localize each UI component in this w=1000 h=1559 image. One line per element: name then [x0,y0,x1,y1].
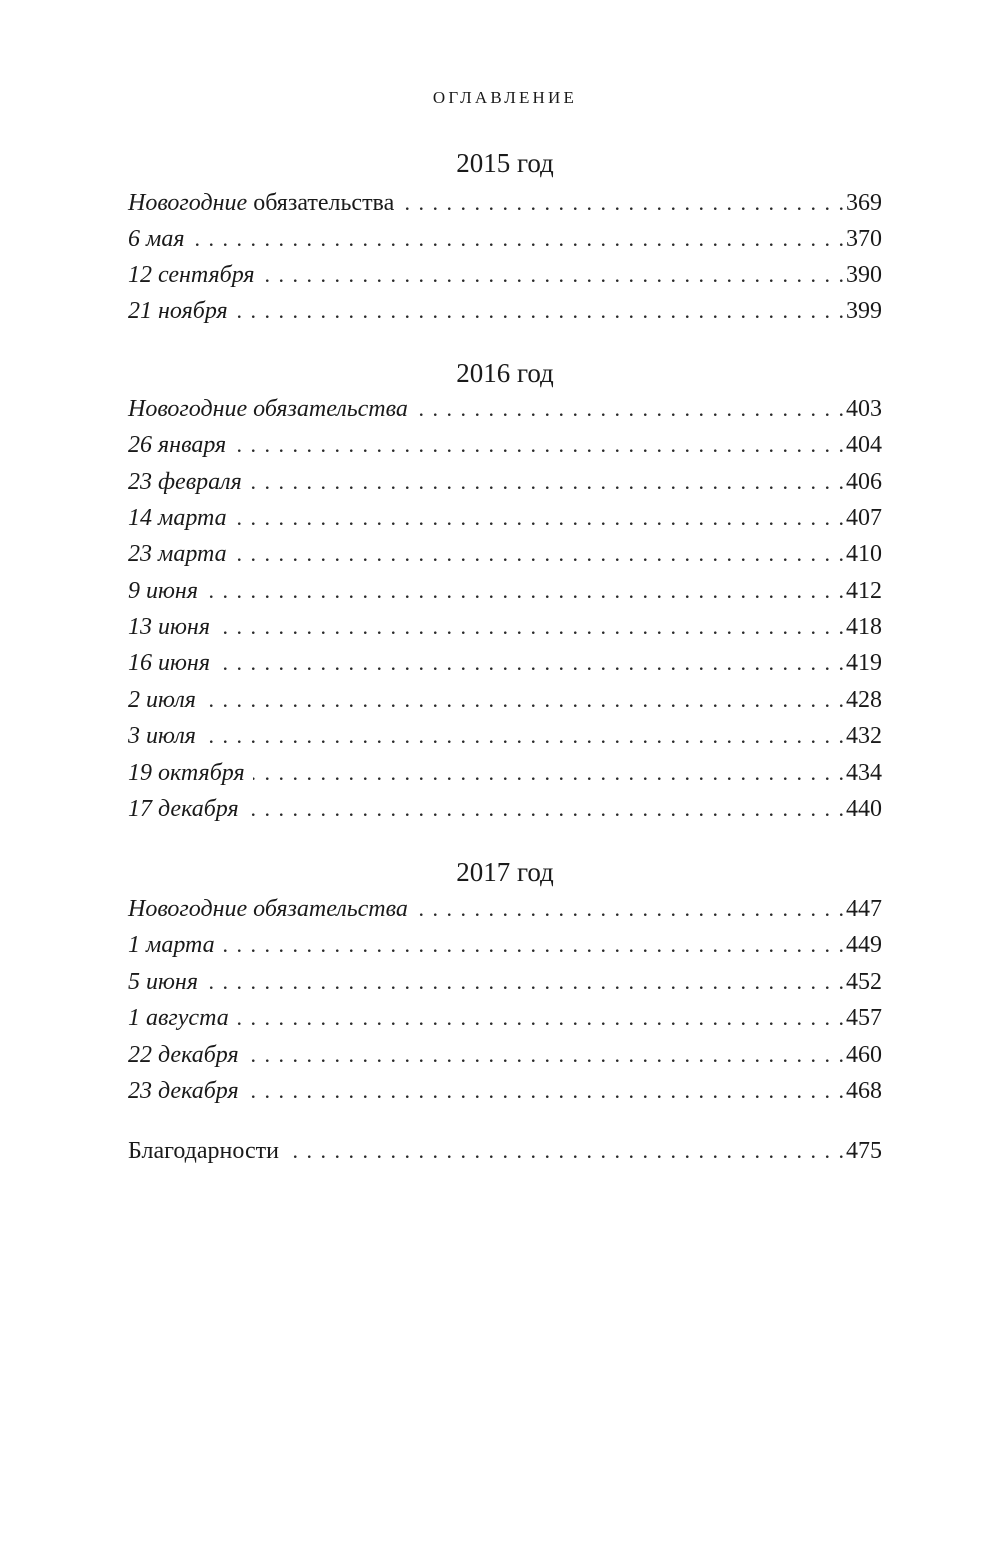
toc-entry-page: 418 [846,614,882,640]
toc-entry-page: 399 [846,298,882,324]
toc-entry-page: 410 [846,541,882,567]
toc-entry-title: 23 декабря [128,1075,247,1107]
toc-entry-page: 475 [846,1138,882,1164]
toc-entry-title: Новогодние обязательства [128,893,416,925]
toc-entry-title: 12 сентября [128,259,263,291]
toc-entry-page: 370 [846,226,882,252]
toc-entry-title: 26 января [128,429,234,461]
toc-entry-page: 468 [846,1078,882,1104]
toc-entry-page: 449 [846,932,882,958]
toc-entry[interactable] [128,259,882,291]
toc-entry-title: Благодарности [128,1135,287,1167]
toc-entry-page: 403 [846,396,882,422]
toc-entry-page: 457 [846,1005,882,1031]
dot-leader [247,793,844,825]
toc-entry-page: 460 [846,1042,882,1068]
toc-entry-title: 16 июня [128,647,218,679]
toc-entry[interactable] [128,1075,882,1107]
dot-leader [206,575,844,607]
toc-entry-page: 407 [846,505,882,531]
toc-entry-page: 406 [846,469,882,495]
toc-entry-acknowledgements[interactable] [128,1135,882,1167]
dot-leader [236,295,844,327]
toc-entry-title: 22 декабря [128,1039,247,1071]
toc-entry[interactable] [128,1039,882,1071]
toc-entry[interactable] [128,1002,882,1034]
toc-entry[interactable] [128,466,882,498]
dot-leader [218,611,844,643]
toc-entry-page: 432 [846,723,882,749]
dot-leader [250,466,844,498]
toc-entry-page: 452 [846,969,882,995]
dot-leader [235,538,844,570]
toc-entry[interactable] [128,929,882,961]
dot-leader [206,966,844,998]
toc-entry[interactable] [128,393,882,425]
dot-leader [416,393,844,425]
toc-entry-title: 23 марта [128,538,235,570]
toc-entry[interactable] [128,429,882,461]
toc-entry-title: 23 февраля [128,466,250,498]
toc-entry-title: 3 июля [128,720,204,752]
dot-leader [218,647,844,679]
toc-entry-title: 2 июля [128,684,204,716]
toc-entry[interactable] [128,187,882,219]
toc-entry-title: 5 июня [128,966,206,998]
dot-leader [247,1075,844,1107]
toc-entry[interactable] [128,966,882,998]
toc-entry-page: 390 [846,262,882,288]
toc-entry-page: 428 [846,687,882,713]
toc-entry-title: 19 октября [128,757,253,789]
dot-leader [234,429,844,461]
toc-entry[interactable] [128,647,882,679]
dot-leader [263,259,844,291]
toc-entry-title: Новогодние обязательства [128,187,402,219]
dot-leader [416,893,844,925]
toc-entry-page: 447 [846,896,882,922]
toc-entry-title: 14 марта [128,502,235,534]
year-heading-2017: 2017 год [456,857,554,887]
toc-entry[interactable] [128,502,882,534]
dot-leader [192,223,844,255]
toc-entry-title: 6 мая [128,223,192,255]
dot-leader [204,684,844,716]
toc-entry-page: 434 [846,760,882,786]
toc-entry-title: 1 августа [128,1002,237,1034]
toc-entry[interactable] [128,223,882,255]
dot-leader [287,1135,844,1167]
toc-entry-title: 1 марта [128,929,223,961]
dot-leader [237,1002,844,1034]
toc-entry[interactable] [128,893,882,925]
dot-leader [402,187,844,219]
toc-entry-page: 369 [846,190,882,216]
toc-entry-title: 13 июня [128,611,218,643]
toc-entry-page: 404 [846,432,882,458]
year-heading-2015: 2015 год [456,148,554,178]
toc-entry[interactable] [128,793,882,825]
toc-entry-title: 9 июня [128,575,206,607]
dot-leader [235,502,844,534]
dot-leader [247,1039,844,1071]
toc-entry[interactable] [128,757,882,789]
toc-entry[interactable] [128,295,882,327]
toc-entry-page: 440 [846,796,882,822]
toc-entry[interactable] [128,575,882,607]
toc-entry-page: 419 [846,650,882,676]
dot-leader [253,757,844,789]
toc-entry[interactable] [128,684,882,716]
dot-leader [223,929,844,961]
toc-entry[interactable] [128,538,882,570]
toc-entry[interactable] [128,720,882,752]
dot-leader [204,720,844,752]
toc-entry-title: 17 декабря [128,793,247,825]
year-heading-2016: 2016 год [456,358,554,388]
toc-entry-title: 21 ноября [128,295,236,327]
toc-entry-page: 412 [846,578,882,604]
running-head: ОГЛАВЛЕНИЕ [432,88,578,107]
toc-entry[interactable] [128,611,882,643]
toc-entry-title: Новогодние обязательства [128,393,416,425]
